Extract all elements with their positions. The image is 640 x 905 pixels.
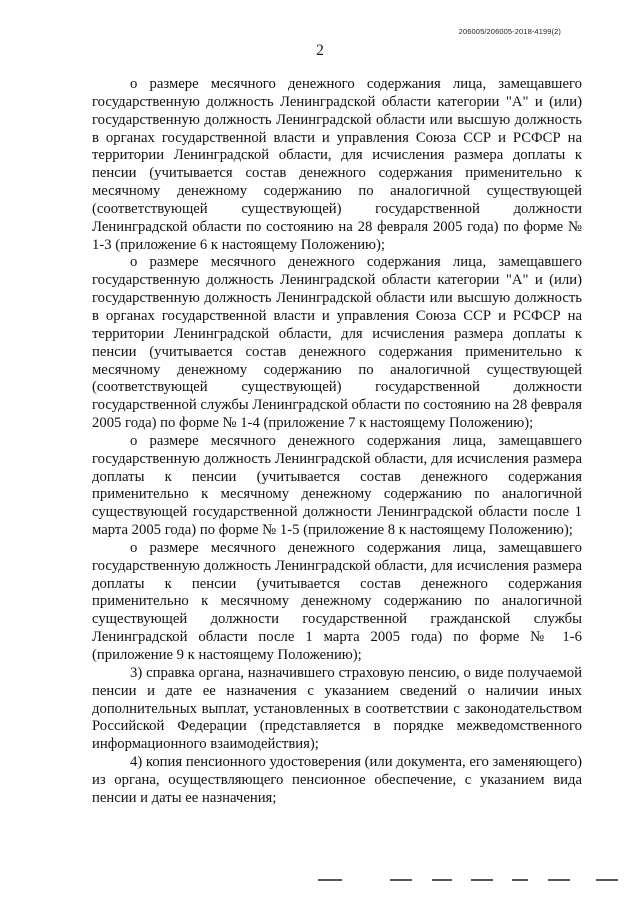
footer-mark (471, 879, 493, 881)
footer-mark (318, 879, 342, 881)
document-body (92, 76, 582, 808)
footer-mark (548, 879, 570, 881)
paragraph-form-1-6: о размере месячного денежного содержания лица, замещавшего государственную должность Ленинградской области, для исчисления размера доплаты к пенсии (учитывается состав денежного содержания применительно к месячному денежному содержанию по аналогичной существующей должности государственной гражданской службы Ленинградской области после 1 марта 2005 года) по форме № 1-6 (приложение 9 к настоящему Положению); (92, 539, 582, 663)
footer-scan-marks (0, 879, 640, 887)
paragraph-item-4: 4) копия пенсионного удостоверения (или документа, его заменяющего) из органа, осуществляющего пенсионное обеспечение, с указанием вида пенсии и даты ее назначения; (92, 754, 582, 806)
paragraph-form-1-3: о размере месячного денежного содержания лица, замещавшего государственную должность Ленинградской области категории "А" и (или) государственную должность Ленинградской области или высшую должность в органах государственной власти и управления Союза ССР и РСФСР на территории Ленинградской области, для исчисления размера доплаты к пенсии (учитывается состав денежного содержания применительно к месячному денежному содержанию по аналогичной существующей (соответствующей существующей) государственной должности Ленинградской области по состоянию на 28 февраля 2005 года) по форме № 1-3 (приложение 6 к настоящему Положению); (92, 76, 582, 253)
footer-mark (596, 879, 618, 881)
paragraph-form-1-5: о размере месячного денежного содержания лица, замещавшего государственную должность Ленинградской области, для исчисления размера доплаты к пенсии (учитывается состав денежного содержания применительно к месячному денежному содержанию по аналогичной существующей государственной должности Ленинградской области после 1 марта 2005 года) по форме № 1-5 (приложение 8 к настоящему Положению); (92, 432, 582, 539)
footer-mark (432, 879, 452, 881)
footer-mark (512, 879, 528, 881)
paragraph-form-1-4: о размере месячного денежного содержания лица, замещавшего государственную должность Ленинградской области категории "А" и (или) государственную должность Ленинградской области или высшую должность в органах государственной власти и управления Союза ССР и РСФСР на территории Ленинградской области, для исчисления размера доплаты к пенсии (учитывается состав денежного содержания применительно к месячному денежному содержанию по аналогичной существующей (соответствующей существующей) государственной должности государственной службы Ленинградской области по состоянию на 28 февраля 2005 года) по форме № 1-4 (приложение 7 к настоящему Положению); (92, 254, 582, 432)
footer-mark (390, 879, 412, 881)
paragraph-item-3: 3) справка органа, назначившего страховую пенсию, о виде получаемой пенсии и дате ее назначения с указанием сведений о наличии иных дополнительных выплат, установленных в соответствии с законодательством Российской Федерации (представляется в порядке межведомственного информационного взаимодействия); (92, 664, 582, 753)
page-number: 2 (316, 42, 324, 59)
document-id: 206005/206005-2018-4199(2) (458, 27, 561, 36)
